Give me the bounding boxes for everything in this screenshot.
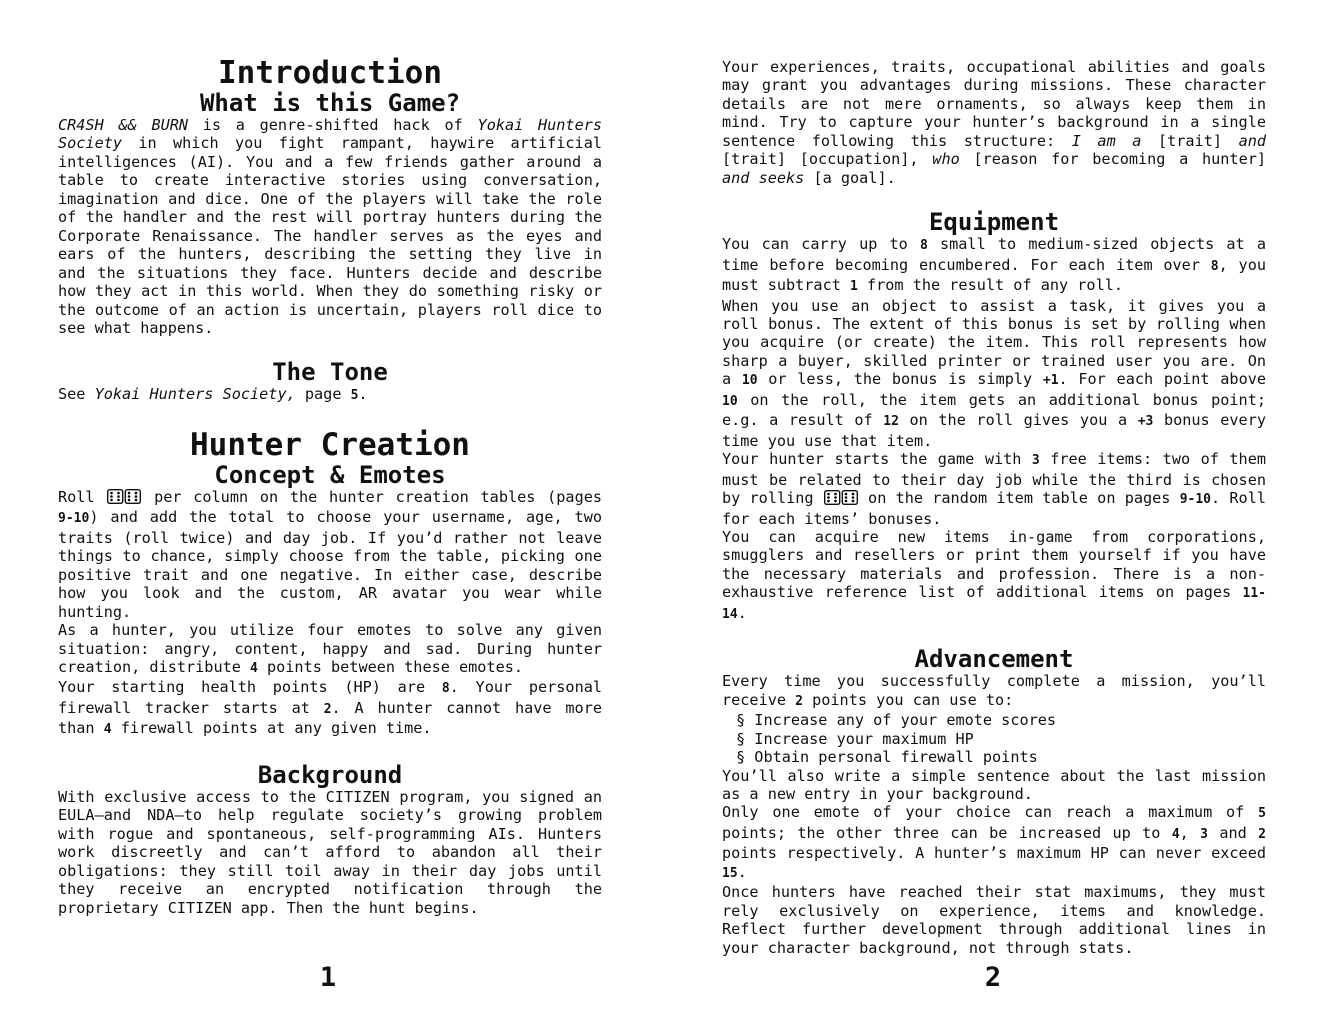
concept-emotes-heading: Concept & Emotes	[214, 460, 446, 489]
page-number-2: 2	[984, 962, 1002, 993]
tone-paragraph: See Yokai Hunters Society, page 5.	[58, 385, 368, 404]
dice-pair-icon	[824, 490, 858, 509]
list-item: § Increase any of your emote scores	[736, 711, 1266, 729]
page-number-1: 1	[319, 962, 337, 993]
advancement-paragraph-1: Every time you successfully complete a mission, you’ll receive 2 points you can use to:	[722, 672, 1266, 709]
list-item: § Obtain personal firewall points	[736, 748, 1266, 766]
introduction-heading: Introduction	[218, 55, 442, 91]
advancement-list	[722, 711, 1266, 766]
concept-paragraph-1: Roll per column on the hunter creation tables (pages 9-10) and add the total to choose your username, age, two traits (roll twice) and day job. If you’d rather not leave things to chance, simply choose from the table, picking one positive trait and one negative. In either case, describe how you look and the custom, AR avatar you wear while hunting.	[58, 487, 603, 621]
advancement-paragraph-3: Only one emote of your choice can reach a maximum of 5 points; the other three can be increased up to 4, 3 and 2 points respectively. A hunter’s maximum HP can never exceed 15.	[722, 803, 1266, 881]
list-item: § Increase your maximum HP	[736, 730, 1266, 748]
dice-pair-icon	[107, 489, 141, 508]
equipment-paragraph-2: When you use an object to assist a task, it gives you a roll bonus. The extent of this bonus is set by rolling when you acquire (or create) the item. This roll represents how sharp a buyer, skilled printer or trained user you are. On a 10 or less, the bonus is simply +1. For each point above 10 on the roll, the item gets an additional bonus point; e.g. a result of 12 on the roll gives you a +3 bonus every time you use that item.	[722, 296, 1266, 450]
equipment-heading: Equipment	[928, 208, 1060, 237]
advancement-heading: Advancement	[914, 645, 1074, 674]
background-heading: Background	[257, 760, 403, 789]
concept-paragraph-2: As a hunter, you utilize four emotes to solve any given situation: angry, content, happy and sad. During hunter creation, distribute 4 points between these emotes.	[58, 621, 602, 676]
what-paragraph: CR4SH && BURN is a genre-shifted hack of Yokai Hunters Society in which you fight rampant, haywire artificial intelligences (AI). You and a few friends gather around a table to create interactive stories using conversation, imagination and dice. One of the players will take the role of the handler and the rest will portray hunters during the Corporate Renaissance. The handler serves as the eyes and ears of the hunters, describing the setting they live in and the situations they face. Hunters decide and describe how they act in this world. When they do something risky or the outcome of an action is uncertain, players roll dice to see what happens.	[58, 116, 602, 337]
page-1	[58, 56, 602, 917]
what-is-this-game-heading: What is this Game?	[199, 89, 461, 117]
page-2	[722, 58, 1266, 957]
hunter-creation-heading: Hunter Creation	[190, 426, 470, 463]
equipment-paragraph-3: Your hunter starts the game with 3 free items: two of them must be related to their day job while the third is chosen by rolling on the random item table on pages 9-10. Roll for each items’ bonuses.	[722, 450, 1266, 528]
tone-heading: The Tone	[272, 358, 388, 387]
advancement-paragraph-4: Once hunters have reached their stat maximums, they must rely exclusively on experience, items and knowledge. Reflect further development through additional lines in your character background, not through stats.	[722, 883, 1266, 957]
equipment-paragraph-1: You can carry up to 8 small to medium-sized objects at a time before becoming encumbered. For each item over 8, you must subtract 1 from the result of any roll.	[722, 235, 1267, 295]
background-structure-paragraph: Your experiences, traits, occupational abilities and goals may grant you advantages during missions. These character details are not mere ornaments, so always keep them in mind. Try to capture your hunter’s background in a single sentence following this structure: I am a [trait] and [trait] [occupation], who [reason for becoming a hunter] and seeks [a goal].	[722, 58, 1266, 187]
advancement-paragraph-2: You’ll also write a simple sentence about the last mission as a new entry in your background.	[722, 766, 1266, 803]
concept-paragraph-3: Your starting health points (HP) are 8. Your personal firewall tracker starts at 2. A hunter cannot have more than 4 firewall points at any given time.	[58, 678, 602, 738]
equipment-paragraph-4: You can acquire new items in-game from corporations, smugglers and resellers or print them yourself if you have the necessary materials and profession. There is a non-exhaustive reference list of additional items on pages 11-14.	[722, 527, 1266, 622]
background-paragraph: With exclusive access to the CITIZEN program, you signed an EULA—and NDA—to help regulate society’s growing problem with rogue and spontaneous, self-programming AIs. Hunters work discreetly and can’t afford to abandon all their obligations: they still toil away in their day jobs until they receive an encrypted notification through the proprietary CITIZEN app. Then the hunt begins.	[58, 787, 602, 917]
